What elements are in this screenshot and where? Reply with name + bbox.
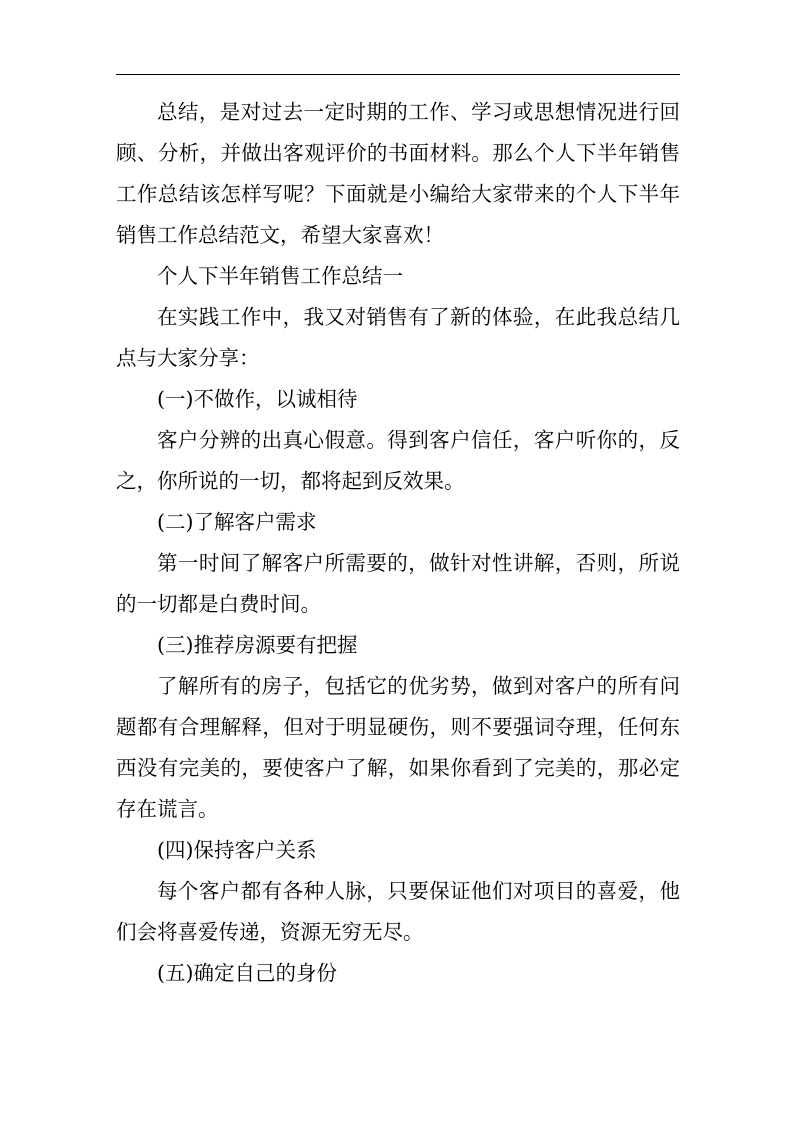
body-paragraph: 每个客户都有各种人脉，只要保证他们对项目的喜爱，他们会将喜爱传递，资源无穷无尽。 [116, 879, 680, 944]
subheading-5: (五)确定自己的身份 [157, 961, 337, 985]
subheading-2: (二)了解客户需求 [157, 510, 317, 534]
subheading-1: (一)不做作，以诚相待 [157, 387, 358, 411]
document-body [116, 92, 680, 994]
subheading-4: (四)保持客户关系 [157, 838, 317, 862]
body-paragraph: 在实践工作中，我又对销售有了新的体验，在此我总结几点与大家分享： [116, 305, 680, 370]
body-paragraph: 第一时间了解客户所需要的，做针对性讲解，否则，所说的一切都是白费时间。 [116, 551, 680, 616]
body-paragraph: 客户分辨的出真心假意。得到客户信任，客户听你的，反之，你所说的一切，都将起到反效果。 [116, 428, 680, 493]
intro-paragraph: 总结，是对过去一定时期的工作、学习或思想情况进行回顾、分析，并做出客观评价的书面材料。那么个人下半年销售工作总结该怎样写呢？下面就是小编给大家带来的个人下半年销售工作总结范文，希望大家喜欢！ [116, 100, 680, 247]
section-title: 个人下半年销售工作总结一 [157, 264, 403, 288]
body-paragraph: 了解所有的房子，包括它的优劣势，做到对客户的所有问题都有合理解释，但对于明显硬伤，则不要强词夺理，任何东西没有完美的，要使客户了解，如果你看到了完美的，那必定存在谎言。 [116, 674, 680, 821]
subheading-3: (三)推荐房源要有把握 [157, 633, 358, 657]
header-rule [116, 74, 680, 75]
